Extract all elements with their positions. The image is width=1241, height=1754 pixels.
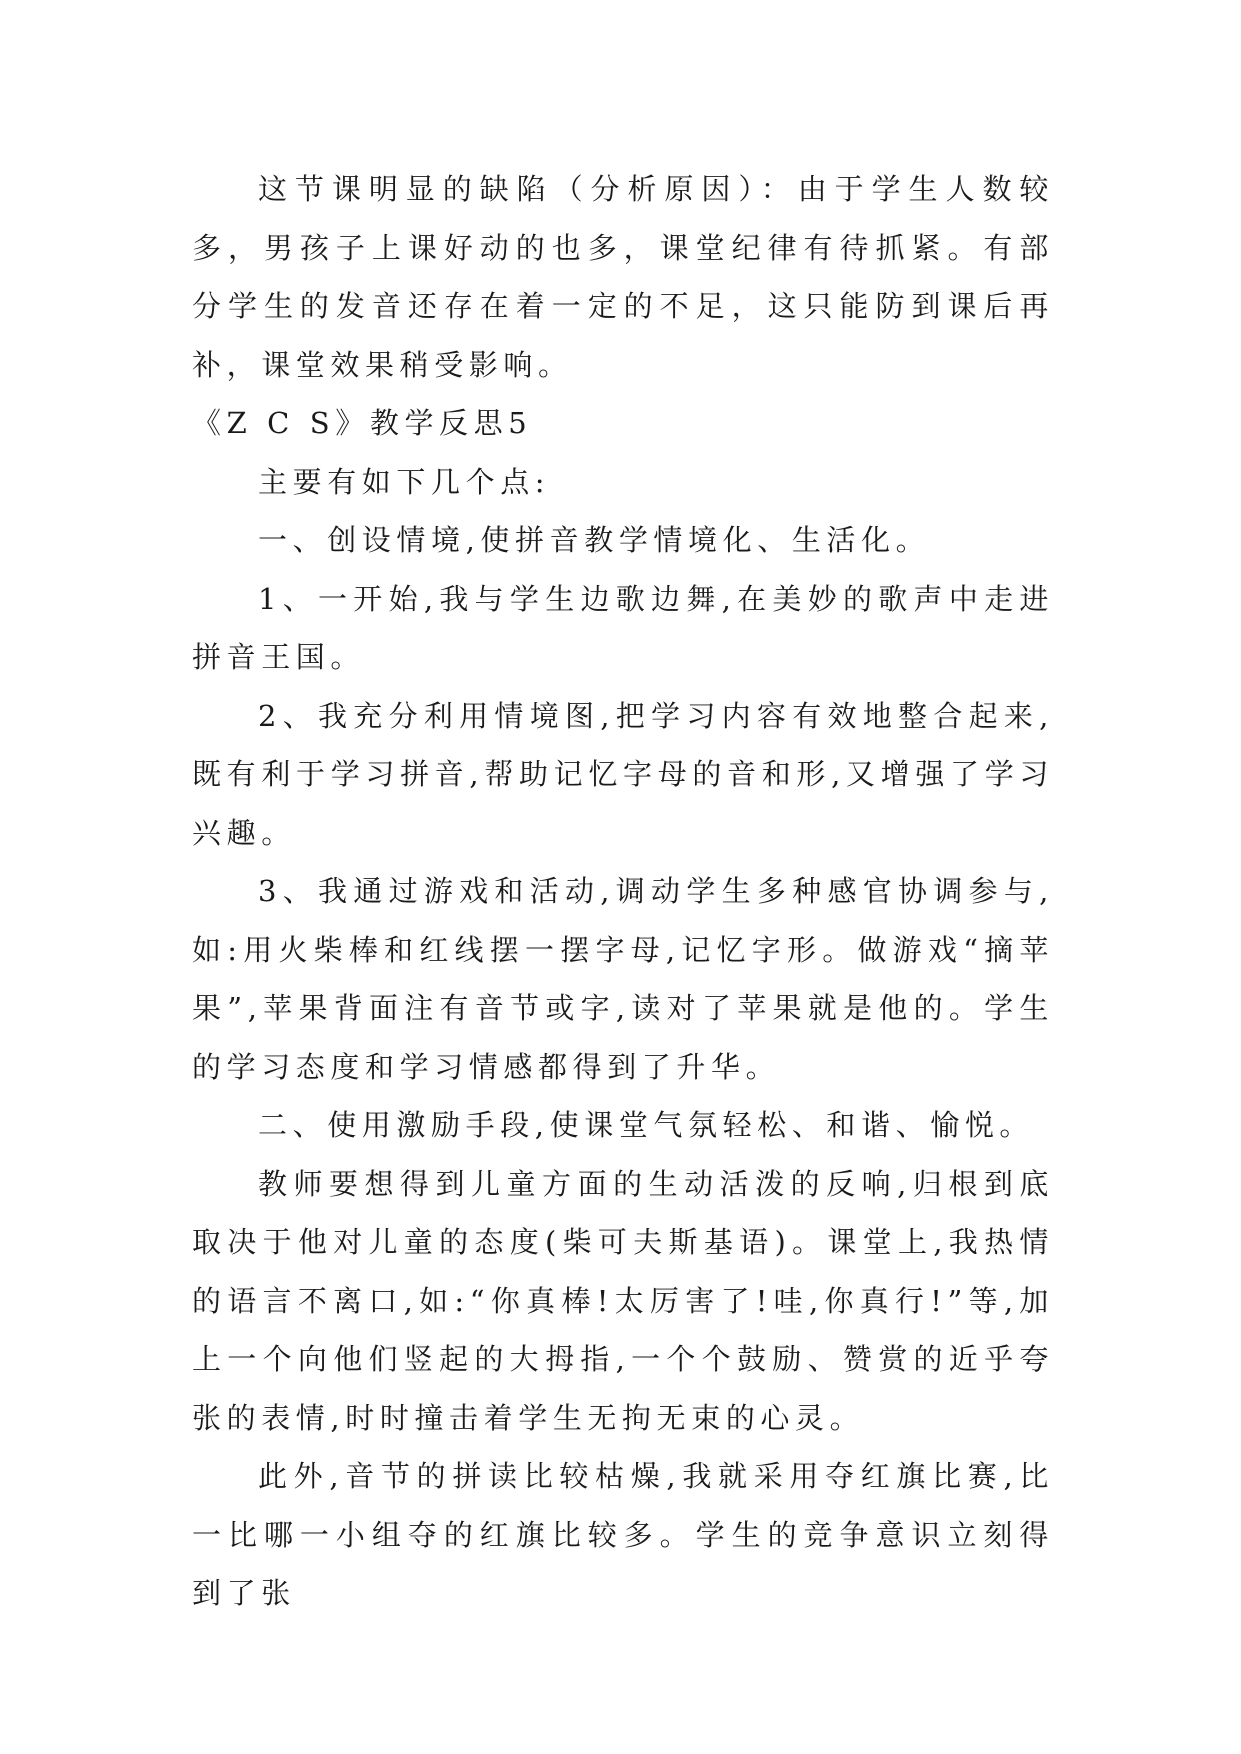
document-page xyxy=(192,160,1054,1623)
paragraph-point-two-heading: 二、使用激励手段,使课堂气氛轻松、和谐、愉悦。 xyxy=(258,1108,1035,1142)
paragraph-main-points-intro: 主要有如下几个点: xyxy=(258,464,551,499)
paragraph-course-defects: 这节课明显的缺陷（分析原因）：由于学生人数较多，男孩子上课好动的也多，课堂纪律有待抓紧。有部分学生的发音还存在着一定的不足，这只能防到课后再补，课堂效果稍受影响。 xyxy=(192,172,1054,382)
paragraph-point-one-heading: 一、创设情境,使拼音教学情境化、生活化。 xyxy=(258,523,931,557)
paragraph-item-1: 1、一开始,我与学生边歌边舞,在美妙的歌声中走进拼音王国。 xyxy=(192,581,1054,674)
paragraph-item-2: 2、我充分利用情境图,把学习内容有效地整合起来,既有利于学习拼音,帮助记忆字母的音和形,又增强了学习兴趣。 xyxy=(192,698,1054,850)
paragraph-red-flag-competition: 此外,音节的拼读比较枯燥,我就采用夺红旗比赛,比一比哪一小组夺的红旗比较多。学生的竞争意识立刻得到了张 xyxy=(192,1459,1054,1610)
paragraph-item-3: 3、我通过游戏和活动,调动学生多种感官协调参与,如:用火柴棒和红线摆一摆字母,记忆字形。做游戏“摘苹果”,苹果背面注有音节或字,读对了苹果就是他的。学生的学习态度和学习情感都得到了升华。 xyxy=(192,874,1054,1084)
section-heading-zcs-reflection-5: 《Z C S》教学反思5 xyxy=(192,406,533,440)
paragraph-teacher-encouragement: 教师要想得到儿童方面的生动活泼的反响,归根到底取决于他对儿童的态度(柴可夫斯基语)。课堂上,我热情的语言不离口,如:“你真棒!太厉害了!哇,你真行!”等,加上一个向他们竖起的大拇指,一个个鼓励、赞赏的近乎夸张的表情,时时撞击着学生无拘无束的心灵。 xyxy=(192,1166,1054,1435)
